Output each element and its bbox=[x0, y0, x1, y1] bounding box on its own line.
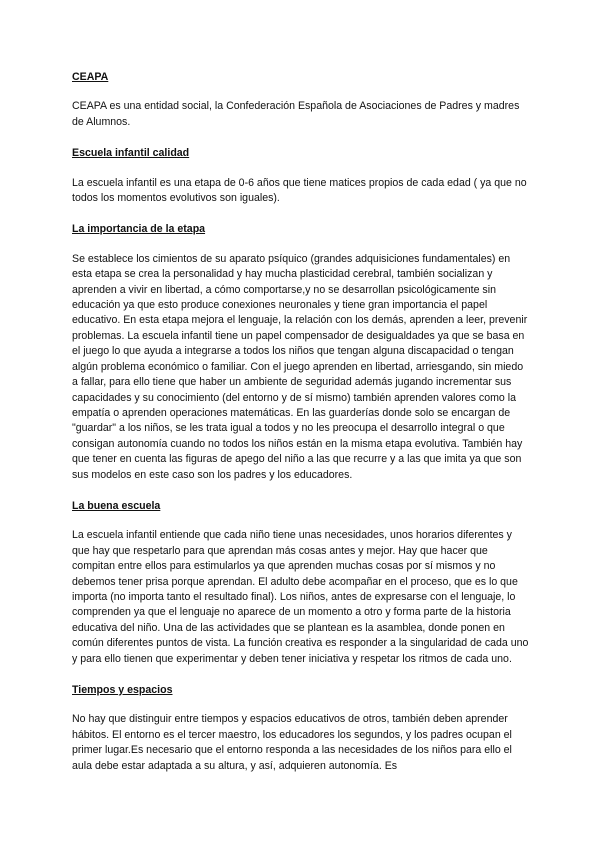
section-paragraph-escuela-infantil-calidad: La escuela infantil es una etapa de 0-6 años que tiene matices propios de cada edad ( ya que no todos los momentos evolutivos son iguales). bbox=[72, 176, 527, 205]
section-heading-ceapa: CEAPA bbox=[72, 71, 109, 83]
section-heading-importancia-etapa: La importancia de la etapa bbox=[72, 223, 206, 236]
section-paragraph-tiempos-espacios: No hay que distinguir entre tiempos y espacios educativos de otros, también deben aprender hábitos. El entorno es el tercer maestro, los educadores los segundos, y los padres ocupan el primer lugar.Es necesario que el entorno responda a las necesidades de los niños para ello el aula debe estar adaptada a su altura, y así, adquieren autonomía. Es bbox=[72, 713, 512, 772]
section-paragraph-importancia-etapa: Se establece los cimientos de su aparato psíquico (grandes adquisiciones fundamentales) en esta etapa se crea la personalidad y hay mucha plasticidad cerebral, también socializan y aprenden a vivir en libertad, a cómo comportarse,y no se desarrollan psicológicamente sin educación ya que esto produce conexiones neuronales y tiene gran importancia el papel educativo. En esta etapa mejora el lenguaje, la relación con los demás, aprenden a leer, prevenir problemas. La escuela infantil tiene un papel compensador de desigualdades ya que se basa en el juego lo que ayuda a integrarse a todos los niños que tengan alguna discapacidad o tengan algún problema económico o familiar. Con el juego aprenden en libertad, arriesgando, sin miedo a fallar, para ello tiene que haber un ambiente de seguridad además jugando incrementar sus capacidades y su conocimiento (del entorno y de sí mismo) también aprenden valores como la empatía o aprenden operaciones matemáticas. En las guarderías donde solo se encargan de "guardar" a los niños, se les trata igual a todos y no les preocupa el desarrollo integral o que consigan autonomía cuando no todos los niños están en la misma etapa evolutiva. También hay que tener en cuenta las figuras de apego del niño a las que recurre y a las que imita ya que son sus modelos en este caso son los padres y los educadores. bbox=[72, 252, 528, 481]
section-heading-buena-escuela: La buena escuela bbox=[72, 499, 161, 512]
section-heading-escuela-infantil-calidad: Escuela infantil calidad bbox=[72, 147, 190, 160]
section-heading-tiempos-espacios: Tiempos y espacios bbox=[72, 684, 173, 696]
document-page bbox=[72, 70, 530, 774]
section-paragraph-buena-escuela: La escuela infantil entiende que cada niño tiene unas necesidades, unos horarios diferentes y que hay que respetarlo para que aprendan más cosas antes y mejor. Hay que hacer que compitan entre ellos para estimularlos ya que aprenden muchas cosas por sí mismos y no debemos tener prisa porque aprendan. El adulto debe acompañar en el proceso, que es lo que importa (no importa tanto el resultado final). Los niños, antes de expresarse con el lenguaje, lo comprenden ya que el lenguaje no aparece de un momento a otro y forma parte de la historia educativa del niño. Una de las actividades que se plantean es la asamblea, donde ponen en común diferentes puntos de vista. La función creativa es responder a la singularidad de cada uno y para ello tienen que experimentar y deben tener iniciativa y respetar los ritmos de cada uno. bbox=[72, 529, 529, 665]
section-paragraph-ceapa: CEAPA es una entidad social, la Confederación Española de Asociaciones de Padres y madres de Alumnos. bbox=[72, 100, 520, 128]
